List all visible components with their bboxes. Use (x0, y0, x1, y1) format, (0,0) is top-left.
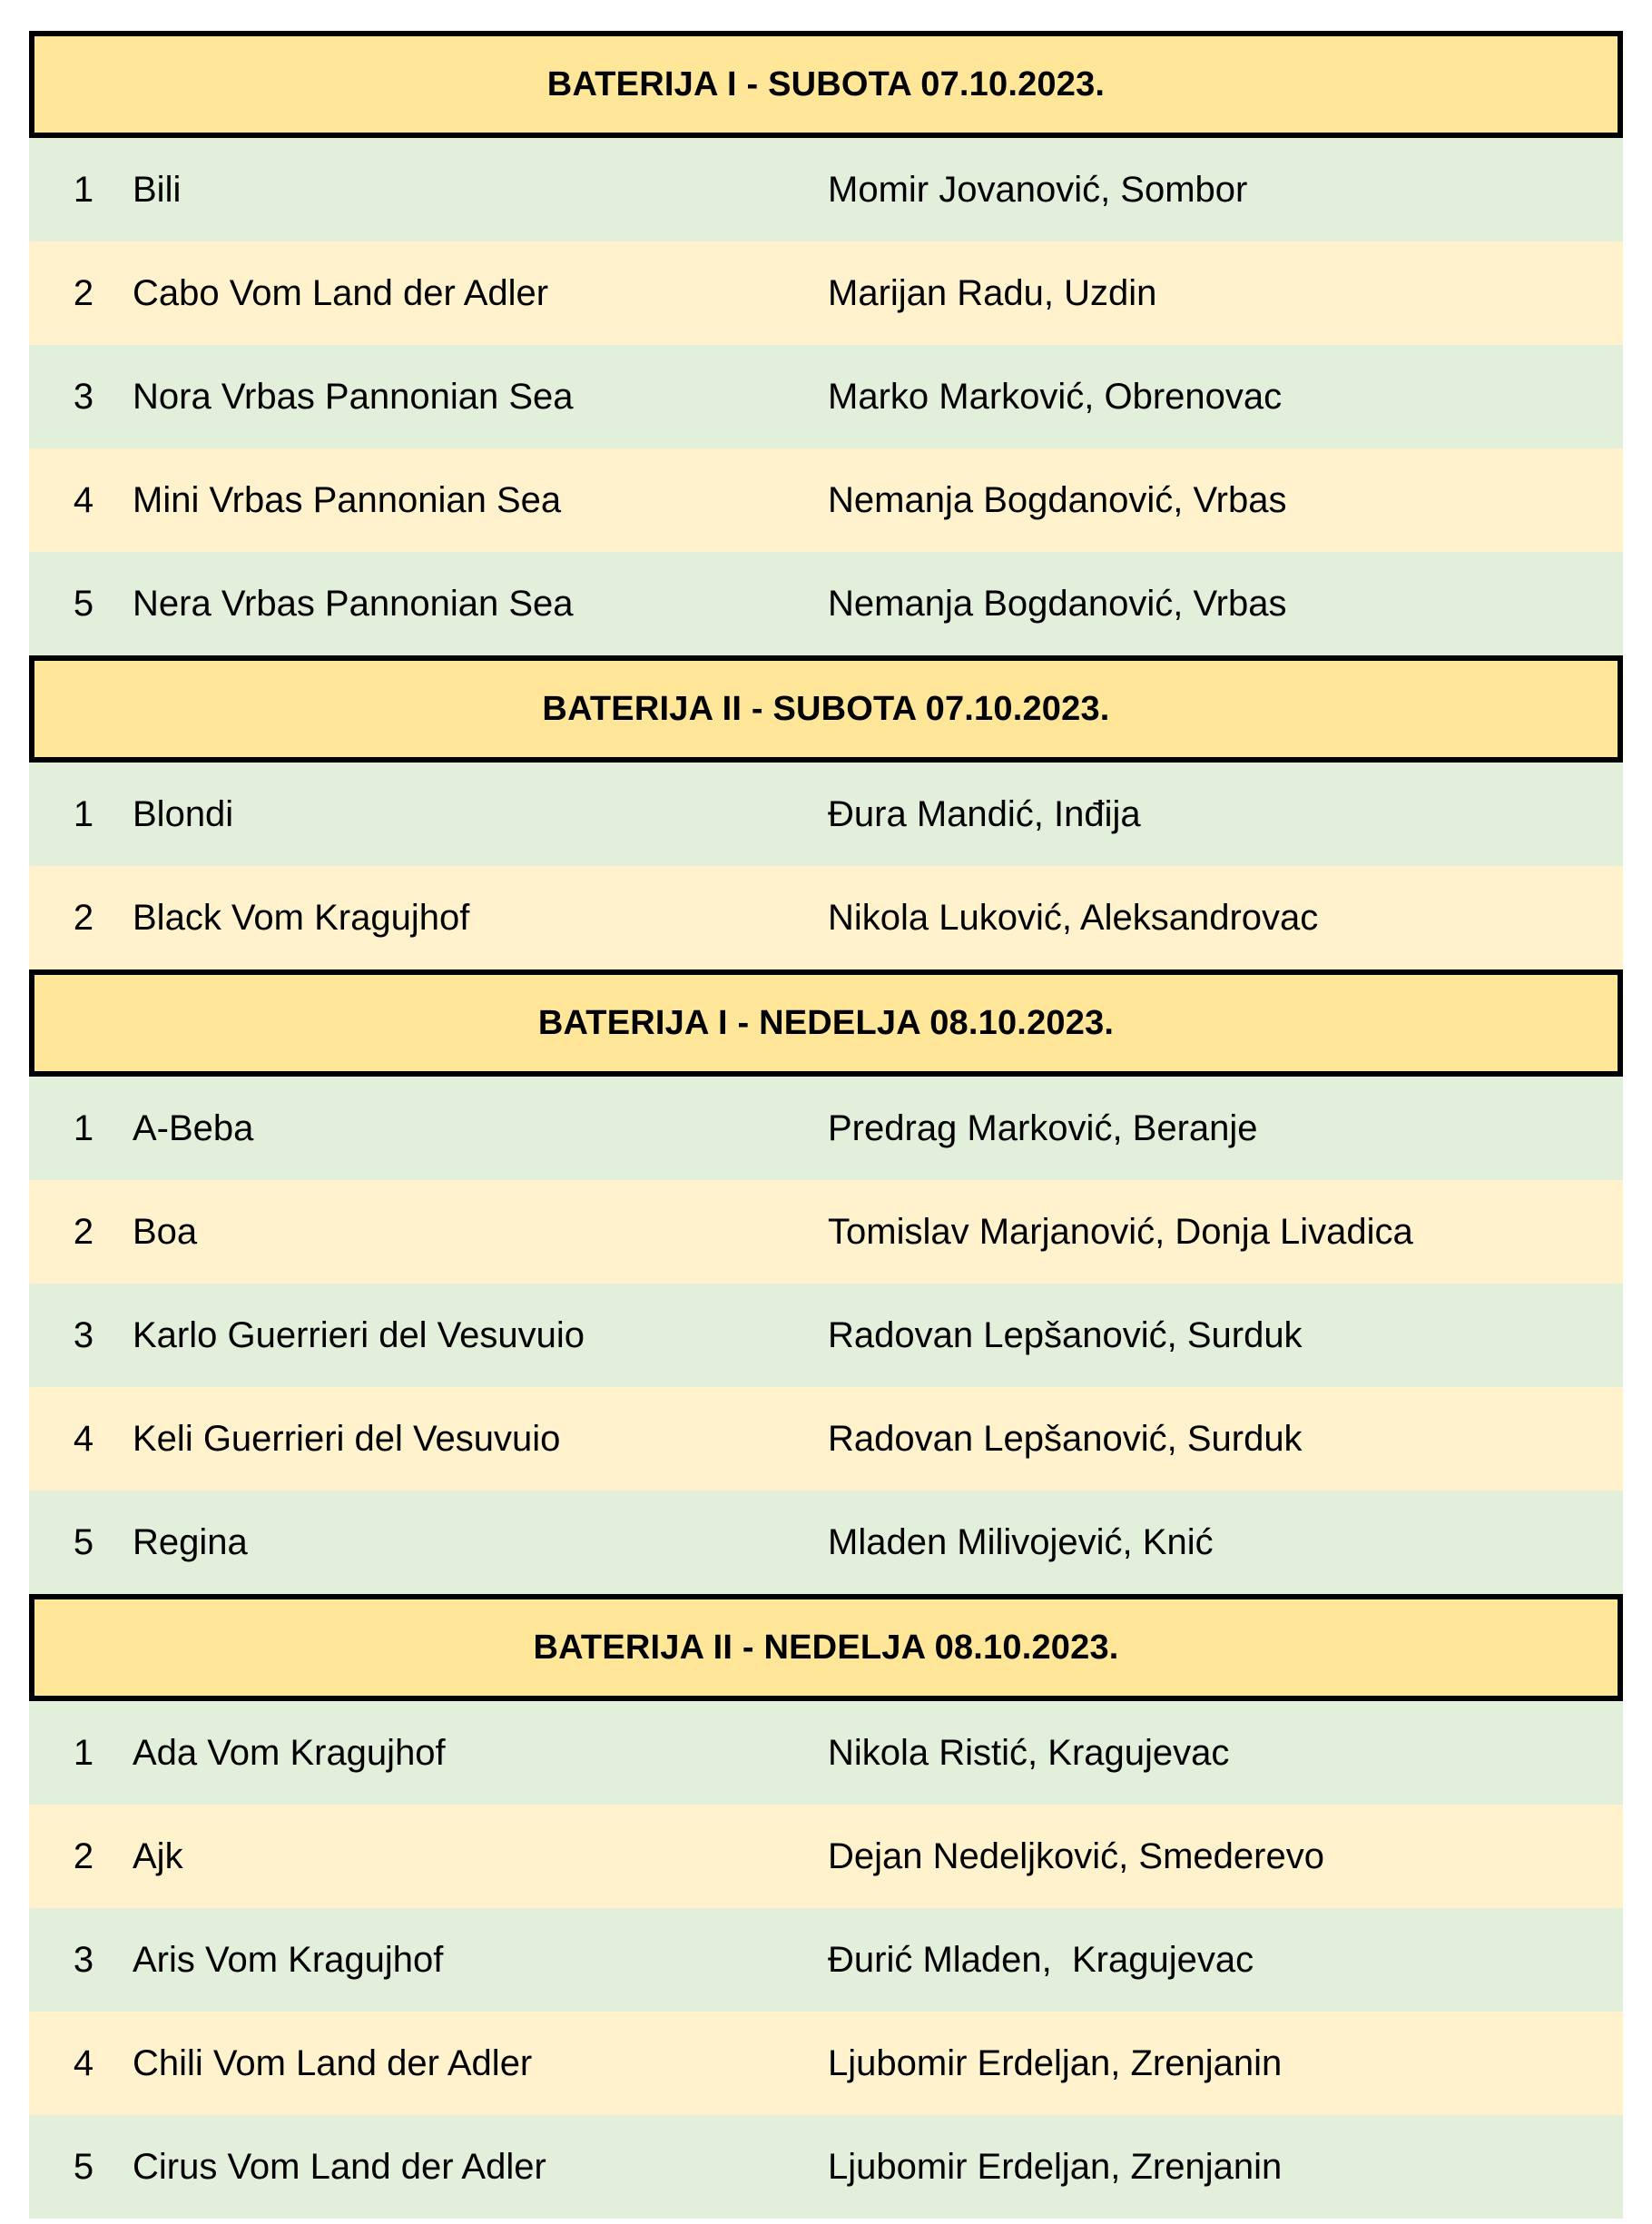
dog-name: Bili (133, 169, 182, 210)
dog-name: Cirus Vom Land der Adler (133, 2146, 546, 2187)
dog-name: Nera Vrbas Pannonian Sea (133, 583, 574, 624)
dog-name: Aris Vom Kragujhof (133, 1939, 444, 1980)
owner-location: Đura Mandić, Inđija (828, 793, 1141, 834)
owner-location: Mladen Milivojević, Knić (828, 1521, 1214, 1562)
entry-number: 3 (73, 376, 94, 417)
dog-name: Boa (133, 1211, 198, 1252)
entry-number: 1 (73, 169, 94, 210)
owner-location: Ljubomir Erdeljan, Zrenjanin (828, 2146, 1283, 2187)
dog-name: Blondi (133, 793, 234, 834)
entry-row (29, 1284, 1623, 1387)
entry-row (29, 2012, 1623, 2115)
entry-number: 5 (73, 2146, 94, 2187)
dog-name: Ajk (133, 1835, 183, 1876)
entry-row (29, 866, 1623, 969)
entry-row (29, 2115, 1623, 2219)
owner-location: Nemanja Bogdanović, Vrbas (828, 583, 1287, 624)
entry-row (29, 1491, 1623, 1594)
owner-location: Marko Marković, Obrenovac (828, 376, 1283, 417)
entry-row (29, 1077, 1623, 1180)
entry-number: 2 (73, 897, 94, 938)
owner-location: Tomislav Marjanović, Donja Livadica (828, 1211, 1413, 1252)
dog-name: Ada Vom Kragujhof (133, 1732, 446, 1773)
dog-name: Chili Vom Land der Adler (133, 2042, 533, 2083)
owner-location: Nikola Ristić, Kragujevac (828, 1732, 1230, 1773)
entry-number: 5 (73, 583, 94, 624)
owner-location: Marijan Radu, Uzdin (828, 272, 1157, 313)
entry-row (29, 552, 1623, 655)
entry-row (29, 1701, 1623, 1805)
owner-location: Momir Jovanović, Sombor (828, 169, 1248, 210)
entry-number: 1 (73, 1107, 94, 1148)
entry-row (29, 1180, 1623, 1284)
battery-header: BATERIJA II - NEDELJA 08.10.2023. (29, 1594, 1623, 1701)
owner-location: Nemanja Bogdanović, Vrbas (828, 479, 1287, 520)
entry-number: 1 (73, 793, 94, 834)
entry-number: 3 (73, 1939, 94, 1980)
battery-header: BATERIJA II - SUBOTA 07.10.2023. (29, 655, 1623, 763)
owner-location: Đurić Mladen, Kragujevac (828, 1939, 1254, 1980)
dog-name: Mini Vrbas Pannonian Sea (133, 479, 562, 520)
entry-number: 4 (73, 479, 94, 520)
dog-name: Karlo Guerrieri del Vesuvuio (133, 1314, 585, 1355)
dog-name: Keli Guerrieri del Vesuvuio (133, 1418, 561, 1459)
dog-name: Black Vom Kragujhof (133, 897, 470, 938)
battery-header: BATERIJA I - SUBOTA 07.10.2023. (29, 31, 1623, 138)
entry-row (29, 448, 1623, 552)
entry-number: 2 (73, 1211, 94, 1252)
battery-section (29, 969, 1623, 1594)
owner-location: Nikola Luković, Aleksandrovac (828, 897, 1319, 938)
owner-location: Dejan Nedeljković, Smederevo (828, 1835, 1324, 1876)
dog-name: A-Beba (133, 1107, 254, 1148)
battery-header: BATERIJA I - NEDELJA 08.10.2023. (29, 969, 1623, 1077)
entry-row (29, 1387, 1623, 1491)
entry-row (29, 763, 1623, 866)
schedule-document (29, 31, 1623, 2219)
owner-location: Radovan Lepšanović, Surduk (828, 1418, 1303, 1459)
entry-row (29, 1805, 1623, 1908)
entry-row (29, 345, 1623, 448)
battery-section (29, 655, 1623, 969)
entry-number: 2 (73, 1835, 94, 1876)
battery-section (29, 1594, 1623, 2219)
entry-row (29, 1908, 1623, 2012)
entry-number: 2 (73, 272, 94, 313)
entry-number: 5 (73, 1521, 94, 1562)
owner-location: Radovan Lepšanović, Surduk (828, 1314, 1303, 1355)
entry-number: 3 (73, 1314, 94, 1355)
entry-number: 4 (73, 2042, 94, 2083)
owner-location: Ljubomir Erdeljan, Zrenjanin (828, 2042, 1283, 2083)
entry-number: 4 (73, 1418, 94, 1459)
battery-section (29, 31, 1623, 655)
entry-number: 1 (73, 1732, 94, 1773)
entry-row (29, 138, 1623, 241)
entry-row (29, 241, 1623, 345)
dog-name: Nora Vrbas Pannonian Sea (133, 376, 574, 417)
dog-name: Cabo Vom Land der Adler (133, 272, 549, 313)
dog-name: Regina (133, 1521, 248, 1562)
owner-location: Predrag Marković, Beranje (828, 1107, 1258, 1148)
